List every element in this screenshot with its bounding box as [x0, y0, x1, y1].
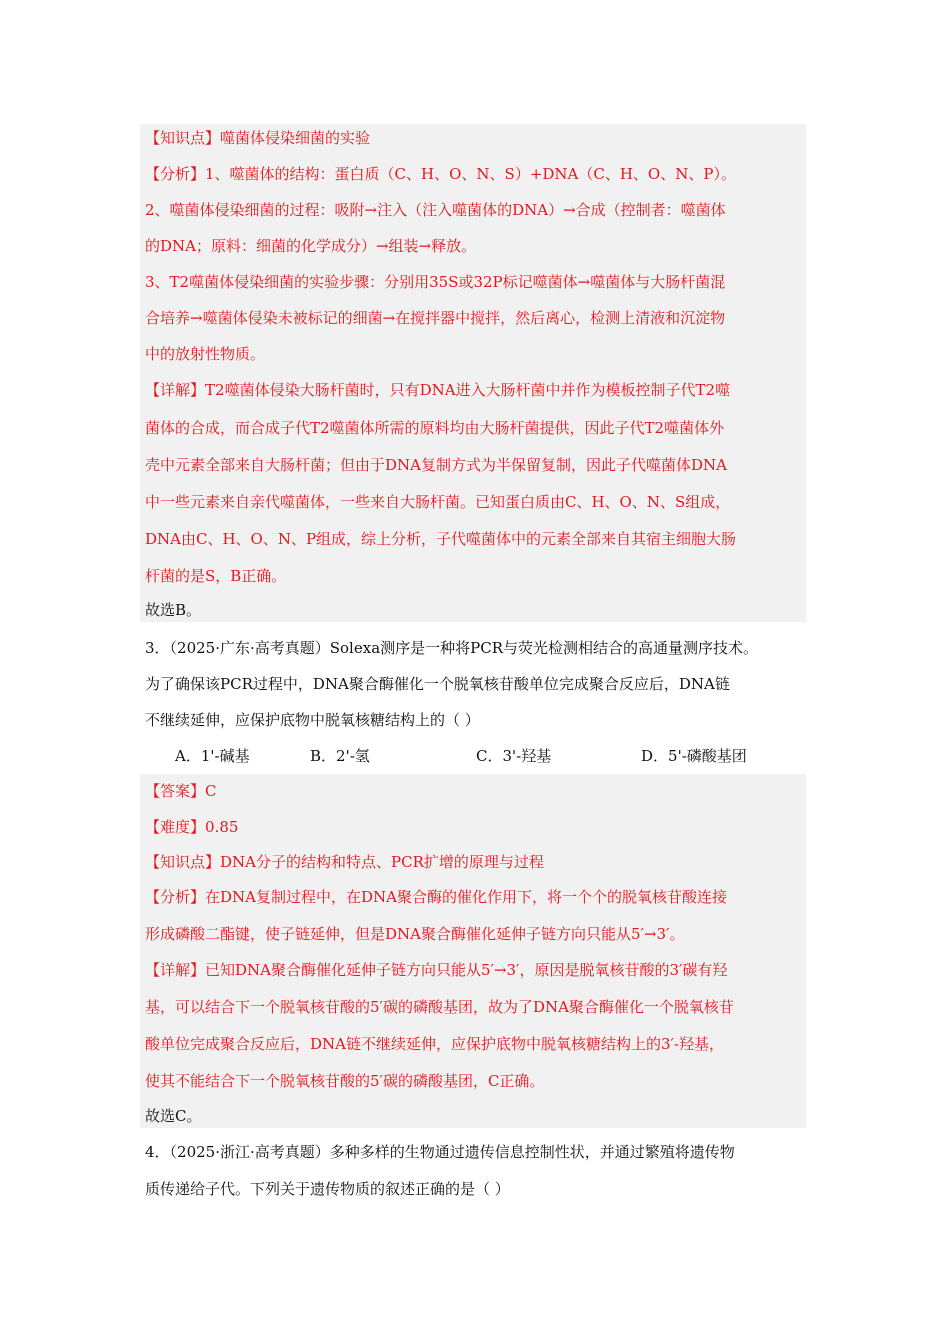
- q3-option-c: C．3'-羟基: [476, 747, 552, 765]
- q3-option-b: B．2'-氢: [310, 747, 370, 765]
- q2-line-10: 壳中元素全部来自大肠杆菌；但由于DNA复制方式为半保留复制，因此子代噬菌体DNA: [145, 456, 727, 474]
- q4-stem-line-2: 质传递给子代。下列关于遗传物质的叙述正确的是（ ）: [145, 1180, 510, 1198]
- q3-detail-4: 使其不能结合下一个脱氧核苷酸的5′碳的磷酸基团，C正确。: [145, 1072, 545, 1090]
- q3-detail-1: 【详解】已知DNA聚合酶催化延伸子链方向只能从5′→3′，原因是脱氧核苷酸的3′碳有羟: [145, 961, 728, 979]
- q3-conclusion: 故选C。: [145, 1107, 202, 1125]
- q4-stem-line-1: 4．（2025·浙江·高考真题）多种多样的生物通过遗传信息控制性状，并通过繁殖将遗传物: [145, 1143, 735, 1161]
- q2-line-1: 【知识点】噬菌体侵染细菌的实验: [145, 129, 371, 147]
- q2-line-11: 中一些元素来自亲代噬菌体，一些来自大肠杆菌。已知蛋白质由C、H、O、N、S组成，: [145, 493, 731, 511]
- q2-line-8: 【详解】T2噬菌体侵染大肠杆菌时，只有DNA进入大肠杆菌中并作为模板控制子代T2噬: [145, 381, 731, 399]
- q3-stem-line-2: 为了确保该PCR过程中，DNA聚合酶催化一个脱氧核苷酸单位完成聚合反应后，DNA链: [145, 675, 730, 693]
- q3-stem-line-3: 不继续延伸，应保护底物中脱氧核糖结构上的（ ）: [145, 711, 480, 729]
- q3-stem-line-1: 3．（2025·广东·高考真题）Solexa测序是一种将PCR与荧光检测相结合的高通量测序技术。: [145, 639, 759, 657]
- q2-line-3: 2、噬菌体侵染细菌的过程：吸附→注入（注入噬菌体的DNA）→合成（控制者：噬菌体: [145, 201, 726, 219]
- q3-detail-3: 酸单位完成聚合反应后，DNA链不继续延伸，应保护底物中脱氧核糖结构上的3′-羟基，: [145, 1035, 725, 1053]
- q3-option-d: D．5'-磷酸基团: [641, 747, 747, 765]
- q2-line-4: 的DNA；原料：细菌的化学成分）→组装→释放。: [145, 237, 477, 255]
- q2-line-6: 合培养→噬菌体侵染未被标记的细菌→在搅拌器中搅拌，然后离心，检测上清液和沉淀物: [145, 309, 726, 327]
- q2-conclusion: 故选B。: [145, 601, 202, 619]
- q2-line-9: 菌体的合成，而合成子代T2噬菌体所需的原料均由大肠杆菌提供，因此子代T2噬菌体外: [145, 419, 725, 437]
- q3-knowledge: 【知识点】DNA分子的结构和特点、PCR扩增的原理与过程: [145, 853, 544, 871]
- q2-line-5: 3、T2噬菌体侵染细菌的实验步骤：分别用35S或32P标记噬菌体→噬菌体与大肠杆菌混: [145, 273, 726, 291]
- q3-answer: 【答案】C: [145, 782, 217, 800]
- q3-detail-2: 基，可以结合下一个脱氧核苷酸的5′碳的磷酸基团，故为了DNA聚合酶催化一个脱氧核苷: [145, 998, 734, 1016]
- q3-difficulty: 【难度】0.85: [145, 818, 239, 836]
- q2-line-2: 【分析】1、噬菌体的结构：蛋白质（C、H、O、N、S）+DNA（C、H、O、N、P）。: [145, 165, 736, 183]
- q2-line-13: 杆菌的是S，B正确。: [145, 567, 287, 585]
- q3-option-a: A．1'-碱基: [175, 747, 250, 765]
- q2-line-7: 中的放射性物质。: [145, 345, 266, 363]
- q3-analysis-1: 【分析】在DNA复制过程中，在DNA聚合酶的催化作用下，将一个个的脱氧核苷酸连接: [145, 888, 727, 906]
- q3-analysis-2: 形成磷酸二酯键，使子链延伸，但是DNA聚合酶催化延伸子链方向只能从5′→3′。: [145, 925, 685, 943]
- q2-line-12: DNA由C、H、O、N、P组成，综上分析，子代噬菌体中的元素全部来自其宿主细胞大肠: [145, 530, 737, 548]
